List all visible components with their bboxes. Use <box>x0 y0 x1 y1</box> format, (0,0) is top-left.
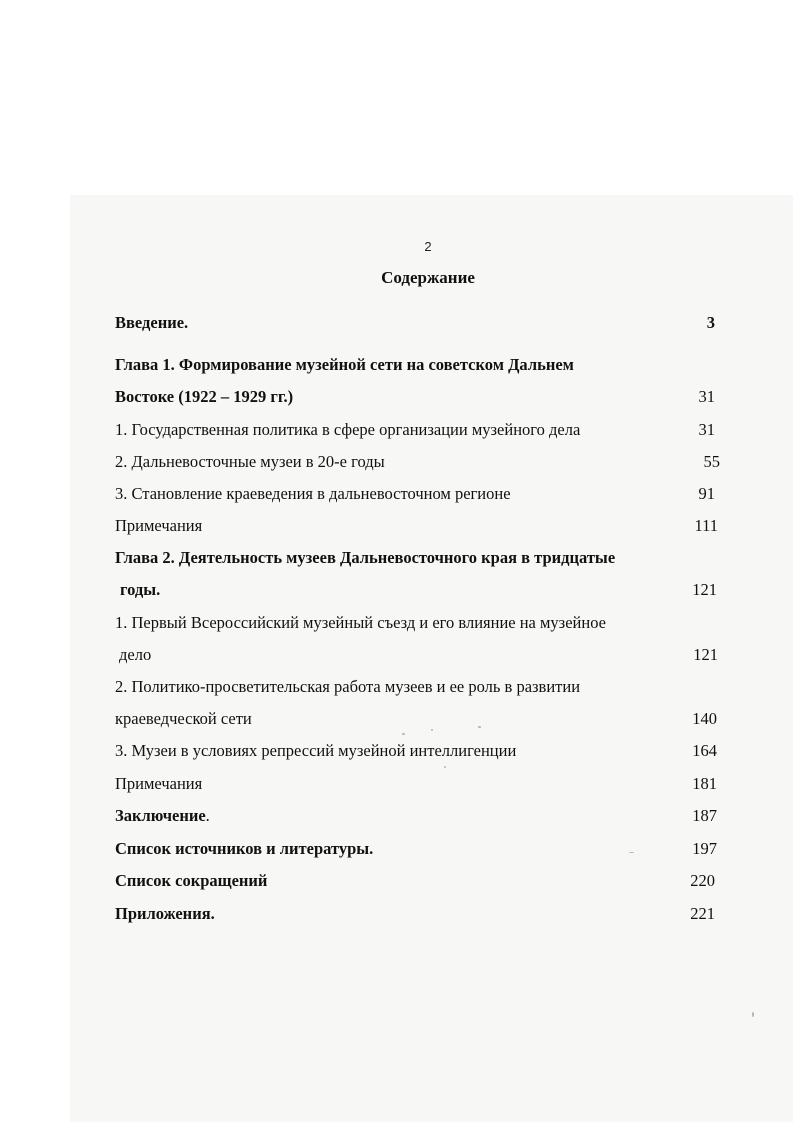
toc-entry-chapter-2-line-2 <box>115 578 715 602</box>
toc-entry-page: 121 <box>692 580 717 599</box>
toc-entry-label: 2. Дальневосточные музеи в 20-е годы <box>115 452 385 471</box>
scan-speck <box>752 1012 754 1017</box>
toc-entry-page: 91 <box>698 484 715 503</box>
toc-entry-chapter-1-section-3 <box>115 482 715 506</box>
toc-entry-label: 1. Первый Всероссийский музейный съезд и его влияние на музейное <box>115 613 606 632</box>
toc-entry-label: Глава 2. Деятельность музеев Дальневосточного края в тридцатые <box>115 548 616 567</box>
toc-entry-label: 3. Становление краеведения в дальневосточном регионе <box>115 484 511 503</box>
toc-entry-chapter-1-section-1 <box>115 418 715 442</box>
toc-entry-chapter-2-section-3 <box>115 739 715 763</box>
toc-entry-chapter-2-line-1 <box>115 546 715 570</box>
toc-entry-chapter-1-line-1 <box>115 353 715 377</box>
toc-entry-label: Востоке (1922 – 1929 гг.) <box>115 387 294 406</box>
toc-entry-page: 164 <box>692 741 717 760</box>
toc-entry-page: 181 <box>692 774 717 793</box>
toc-entry-conclusion <box>115 804 715 828</box>
toc-entry-chapter-2-notes <box>115 772 715 796</box>
toc-entry-label: Введение. <box>115 313 189 332</box>
contents-heading: Содержание <box>381 268 475 287</box>
toc-entry-label: Список источников и литературы. <box>115 839 374 858</box>
toc-entry-page: 55 <box>703 452 720 471</box>
toc-entry-page: 31 <box>698 387 715 406</box>
toc-entry-chapter-2-section-2-line-2 <box>115 707 715 731</box>
toc-entry-label: краеведческой сети <box>115 709 252 728</box>
toc-entry-page: 3 <box>706 313 715 332</box>
toc-entry-chapter-1-line-2 <box>115 385 715 409</box>
toc-entry-page: 111 <box>694 516 718 535</box>
toc-entry-label: Приложения. <box>115 904 215 923</box>
toc-entry-chapter-1-section-2 <box>115 450 720 474</box>
toc-entry-page: 121 <box>693 645 718 664</box>
toc-entry-page: 220 <box>690 871 715 890</box>
toc-entry-label: годы. <box>120 580 161 599</box>
toc-entry-sources <box>115 837 715 861</box>
toc-entry-page: 187 <box>692 806 717 825</box>
toc-entry-chapter-1-notes <box>115 514 718 538</box>
toc-entry-label: Примечания <box>115 516 203 535</box>
toc-entry-label-bold: Заключение <box>115 806 206 825</box>
toc-entry-introduction <box>115 311 715 335</box>
scan-speck <box>444 766 446 768</box>
scan-speck <box>402 733 405 735</box>
toc-entry-label: дело <box>119 645 152 664</box>
toc-entry-chapter-2-section-2-line-1 <box>115 675 715 699</box>
toc-entry-page: 140 <box>692 709 717 728</box>
toc-entry-page: 197 <box>692 839 717 858</box>
toc-entry-appendices <box>115 902 715 926</box>
toc-entry-chapter-2-section-1-line-2 <box>115 643 718 667</box>
toc-entry-label: 1. Государственная политика в сфере организации музейного дела <box>115 420 581 439</box>
toc-entry-page: 221 <box>690 904 715 923</box>
toc-entry-label-period: . <box>205 806 210 825</box>
toc-entry-label: 3. Музеи в условиях репрессий музейной интеллигенции <box>115 741 517 760</box>
page-number: 2 <box>424 239 432 254</box>
toc-entry-label: Список сокращений <box>115 871 268 890</box>
toc-entry-page: 31 <box>698 420 715 439</box>
toc-entry-label <box>115 804 210 828</box>
toc-entry-label: Примечания <box>115 774 203 793</box>
toc-entry-label: Глава 1. Формирование музейной сети на советском Дальнем <box>115 355 574 374</box>
toc-entry-chapter-2-section-1-line-1 <box>115 611 715 635</box>
toc-entry-label: 2. Политико-просветительская работа музеев и ее роль в развитии <box>115 677 581 696</box>
toc-entry-abbreviations <box>115 869 715 893</box>
